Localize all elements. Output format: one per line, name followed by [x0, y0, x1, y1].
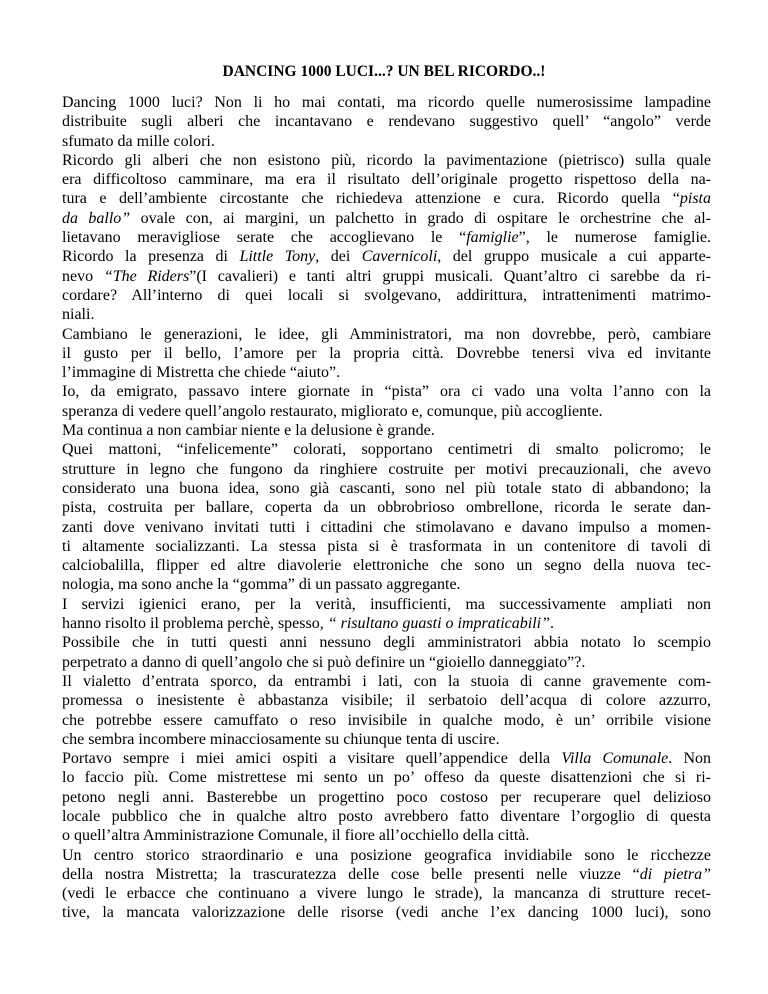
text-line	[62, 846, 711, 865]
text-span: Il vialetto d’entrata sporco, da entrambi i lati, con la stuoia di canne gravemente com-	[62, 672, 711, 690]
text-line	[62, 189, 711, 208]
text-span: Dancing 1000 luci? Non li ho mai contati, ma ricordo quelle numerosissime lampadine	[62, 94, 711, 111]
text-span: locale pubblico che in qualche altro posto avrebbero fatto diventare l’orgoglio di questa	[62, 807, 711, 825]
text-span: nevo	[62, 267, 104, 285]
text-span: niali.	[62, 306, 95, 324]
text-span: o quell’altra Amministrazione Comunale, il fiore all’occhiello della città.	[62, 827, 530, 845]
text-line	[62, 93, 711, 112]
text-span: distribuite sugli alberi che incantavano e rendevano suggestivo quell’ “angolo” verde	[62, 113, 711, 131]
text-span: considerato una buona idea, sono già cascanti, sono nel più totale stato di abbandono; la	[62, 479, 711, 497]
text-span: ”(I cavalieri) e tanti altri gruppi musicali. Quant’altro ci sarebbe da ri-	[189, 267, 711, 285]
text-line	[62, 711, 711, 730]
text-line	[62, 209, 711, 228]
document-body	[62, 93, 711, 923]
text-line	[62, 826, 711, 845]
text-line	[62, 247, 711, 266]
text-line	[62, 151, 711, 170]
text-line	[62, 498, 711, 517]
text-line	[62, 537, 711, 556]
text-span: l’immagine di Mistretta che chiede “aiuto”.	[62, 364, 341, 382]
italic-text: di pietra”	[639, 865, 711, 883]
text-line	[62, 749, 711, 768]
text-span: petono negli anni. Basterebbe un progettino poco costoso per recuperare quel delizioso	[62, 788, 711, 806]
text-span: lo faccio più. Come mistrettese mi sento un po’ offeso da queste disattenzioni che si ri-	[62, 769, 711, 787]
text-line	[62, 807, 711, 826]
text-line	[62, 614, 711, 633]
text-span: sfumato da mille colori.	[62, 132, 215, 150]
text-span: , del gruppo musicale a cui apparte-	[437, 248, 711, 266]
text-span: calciobalilla, flipper ed altre diavolerie elettroniche che sono un segno della nuova tec-	[62, 557, 711, 575]
text-line	[62, 460, 711, 479]
text-span: Ricordo la presenza di	[62, 248, 240, 266]
text-line	[62, 595, 711, 614]
text-line	[62, 672, 711, 691]
text-span: che sembra incombere minacciosamente su chiunque tenta di uscire.	[62, 730, 500, 748]
text-span: tive, la mancata valorizzazione delle risorse (vedi anche l’ex dancing 1000 luci), sono	[62, 904, 711, 922]
text-line	[62, 633, 711, 652]
text-line	[62, 344, 711, 363]
text-span: lietavano meravigliose serate che accoglievano le “	[62, 229, 467, 247]
text-span: pista, costruita per ballare, coperta da un obbrobrioso ombrellone, ricorda le serate dan-	[62, 499, 711, 517]
text-span: Portavo sempre i miei amici ospiti a visitare quell’appendice della	[62, 750, 562, 768]
text-span: Io, da emigrato, passavo intere giornate in “pista” ora ci vado una volta l’anno con la	[62, 383, 711, 401]
text-line	[62, 479, 711, 498]
text-line	[62, 884, 711, 903]
text-line	[62, 653, 711, 672]
text-span: ti altamente socializzanti. La stessa pista si è trasformata in un contenitore di tavoli di	[62, 537, 711, 555]
text-span: I servizi igienici erano, per la verità, insufficienti, ma successivamente ampliati non	[62, 595, 711, 613]
text-line	[62, 382, 711, 401]
text-span: . Non	[668, 750, 711, 768]
italic-text: Villa Comunale	[561, 750, 669, 768]
text-span: Quei mattoni, “infelicemente” colorati, sopportano centimetri di smalto policromo; le	[62, 441, 711, 459]
text-line	[62, 865, 711, 884]
text-span: il gusto per il bello, l’amore per la propria città. Dovrebbe tenersi viva ed invitante	[62, 344, 711, 362]
text-line	[62, 170, 711, 189]
italic-text: famiglie	[466, 229, 519, 247]
text-span: , dei	[315, 248, 362, 266]
text-span: era difficoltoso camminare, ma era il risultato dell’originale progetto rispettoso della na-	[62, 171, 711, 189]
text-line	[62, 325, 711, 344]
text-line	[62, 518, 711, 537]
text-span: Un centro storico straordinario e una posizione geografica invidiabile sono le ricchezze	[62, 846, 711, 864]
text-line	[62, 286, 711, 305]
text-line	[62, 363, 711, 382]
text-span: della nostra Mistretta; la trascuratezza delle cose belle presenti nelle viuzze “	[62, 865, 640, 883]
italic-text: Little Tony	[239, 248, 316, 266]
text-span: Possibile che in tutti questi anni nessuno degli amministratori abbia notato lo scempio	[62, 634, 711, 652]
text-span: ”, le numerose famiglie.	[518, 229, 711, 247]
text-span: strutture in legno che fungono da ringhiere costruite per motivi precauzionali, che avevo	[62, 460, 711, 478]
text-span: cordare? All’interno di quei locali si svolgevano, addirittura, intrattenimenti matrimo-	[62, 286, 711, 304]
text-span: tura e dell’ambiente circostante che richiedeva attenzione e cura. Ricordo quella “	[62, 190, 680, 208]
italic-text: “The Riders	[103, 267, 190, 285]
text-span: perpetrato a danno di quell’angolo che si può definire un “gioiello danneggiato”?.	[62, 653, 586, 671]
text-line	[62, 267, 711, 286]
text-line	[62, 440, 711, 459]
text-span: promessa o inesistente è abbastanza visibile; il serbatoio dell’acqua di colore azzurro,	[62, 692, 711, 710]
text-line	[62, 691, 711, 710]
text-line	[62, 402, 711, 421]
text-span: zanti dove venivano invitati tutti i cittadini che stimolavano e davano impulso a momen-	[62, 518, 711, 536]
text-span: che potrebbe essere camuffato o reso invisibile in qualche modo, è un’ orribile visione	[62, 711, 711, 729]
text-line	[62, 768, 711, 787]
italic-text: da ballo”	[62, 209, 131, 227]
text-line	[62, 730, 711, 749]
text-span: speranza di vedere quell’angolo restaurato, migliorato e, comunque, più accogliente.	[62, 402, 603, 420]
text-line	[62, 228, 711, 247]
italic-text: , “ risultano guasti o impraticabili”	[319, 615, 550, 633]
text-line	[62, 556, 711, 575]
text-line	[62, 903, 711, 922]
document-title: DANCING 1000 LUCI...? UN BEL RICORDO..!	[222, 63, 546, 80]
italic-text: Cavernicoli	[361, 248, 438, 266]
text-span: Cambiano le generazioni, le idee, gli Amministratori, ma non dovrebbe, però, cambiare	[62, 325, 711, 343]
text-line	[62, 112, 711, 131]
text-span: nologia, ma sono anche la “gomma” di un passato aggregante.	[62, 576, 461, 594]
text-line	[62, 132, 711, 151]
text-span: Ricordo gli alberi che non esistono più, ricordo la pavimentazione (pietrisco) sulla quale	[62, 151, 711, 169]
text-line	[62, 421, 711, 440]
text-span: ovale con, ai margini, un palchetto in grado di ospitare le orchestrine che al-	[130, 209, 711, 227]
text-span: hanno risolto il problema perchè, spesso	[62, 615, 320, 633]
text-span: Ma continua a non cambiar niente e la delusione è grande.	[62, 422, 435, 440]
text-line	[62, 575, 711, 594]
text-line	[62, 305, 711, 324]
text-span: (vedi le erbacce che continuano a vivere lungo le strade), la mancanza di strutture recet-	[62, 885, 711, 903]
text-line	[62, 788, 711, 807]
italic-text: pista	[679, 190, 711, 208]
text-span: .	[549, 615, 554, 633]
